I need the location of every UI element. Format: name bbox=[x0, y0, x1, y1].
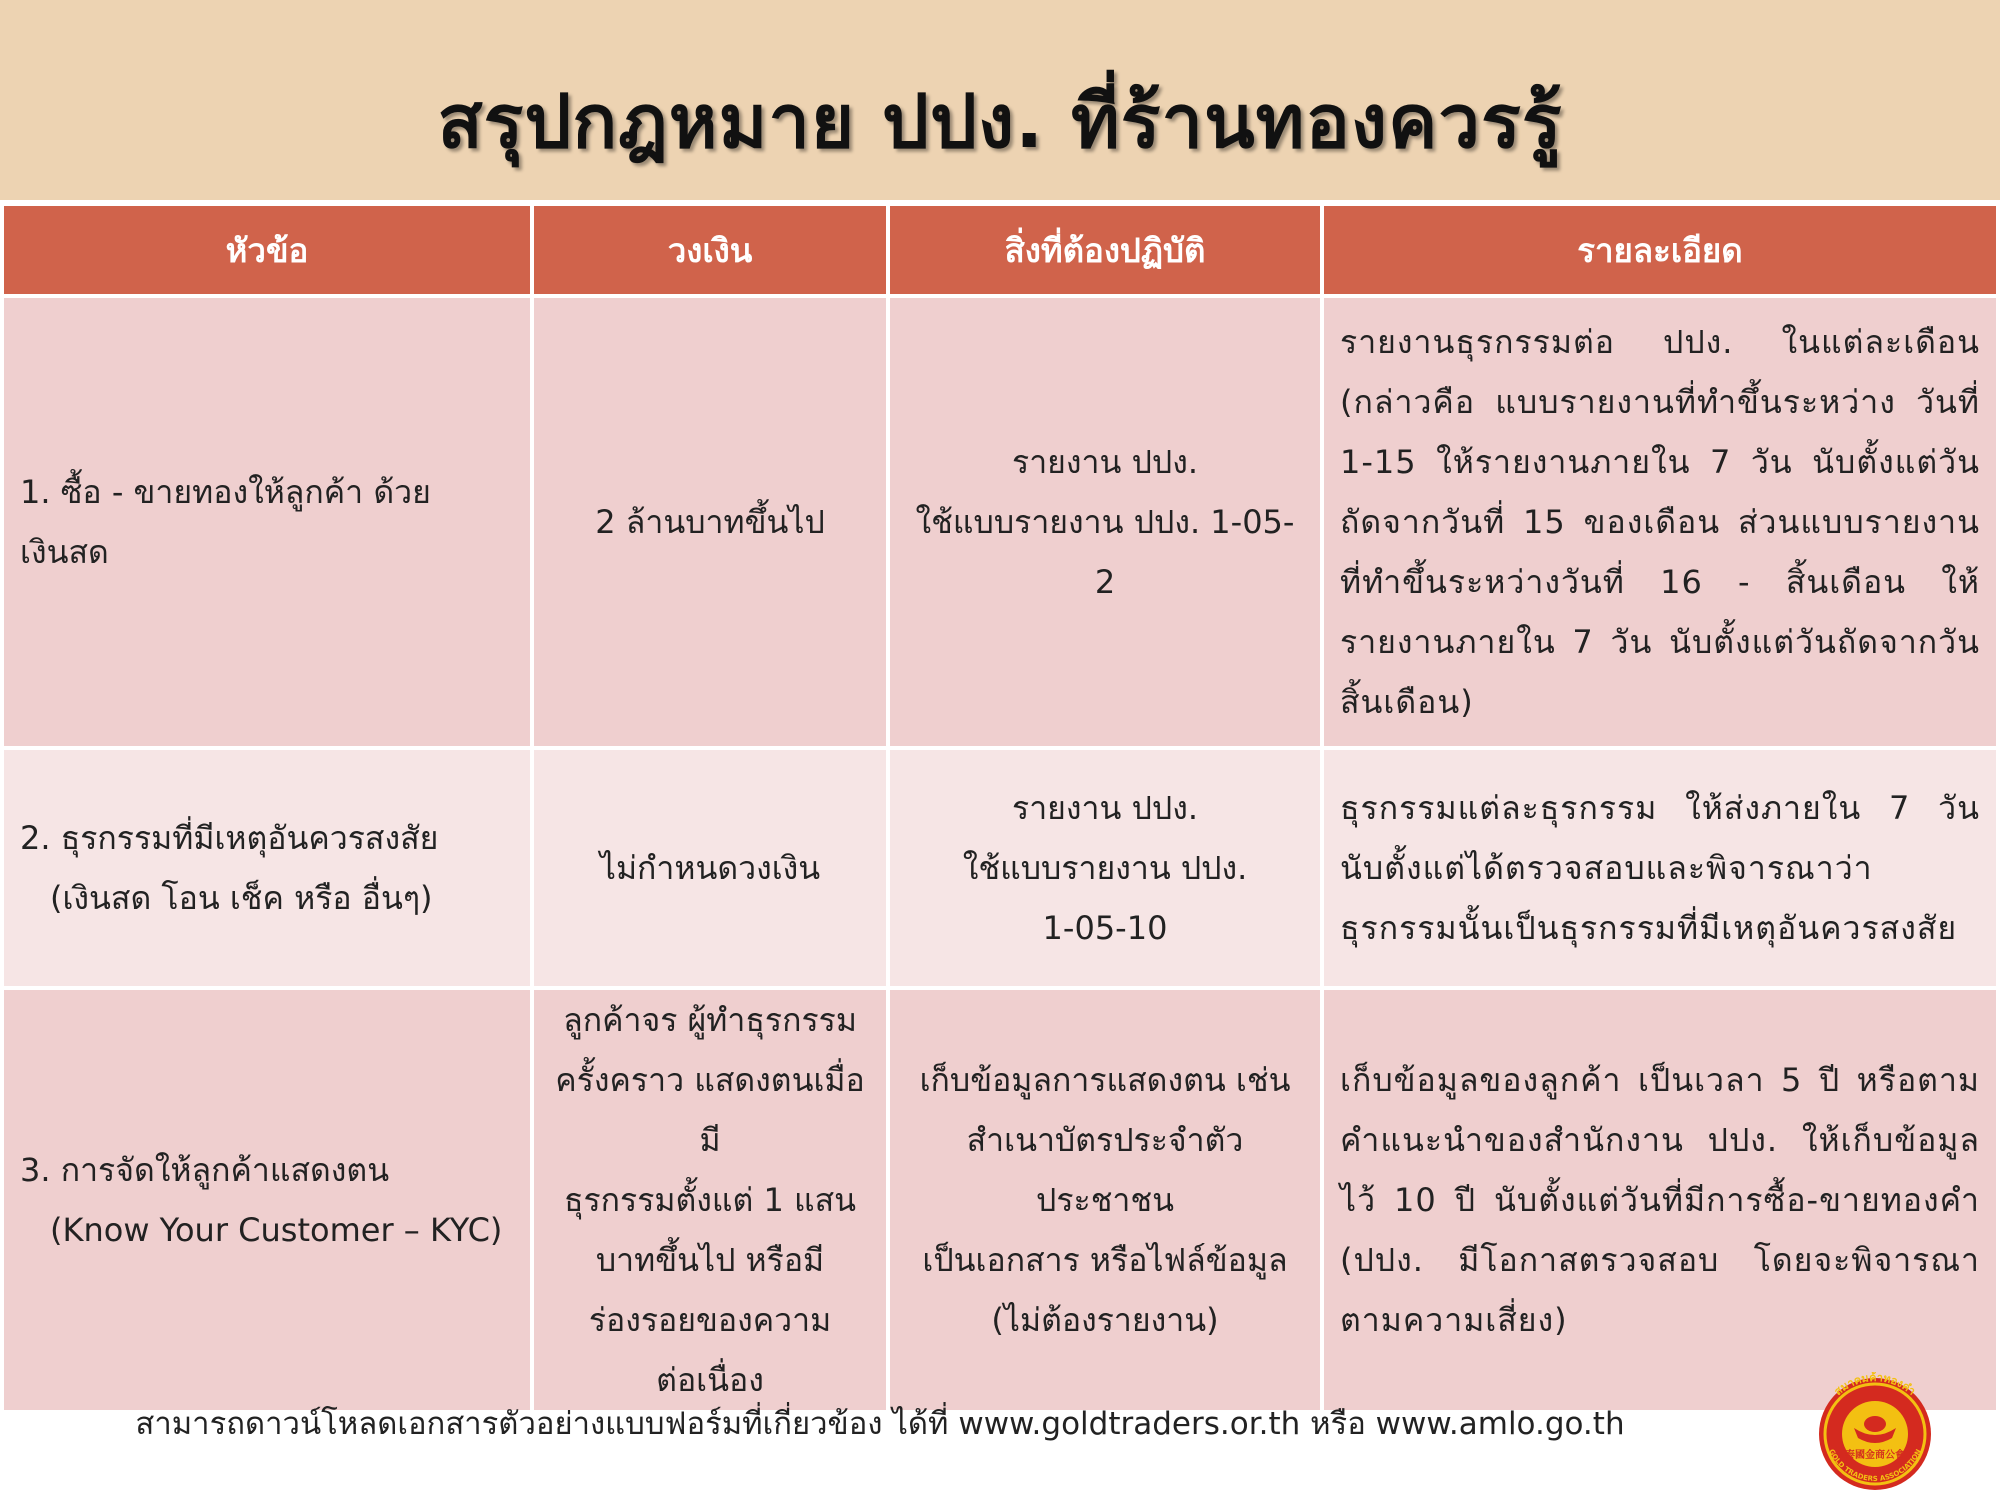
amount-line: บาทขึ้นไป หรือมี bbox=[595, 1241, 825, 1279]
table-row bbox=[4, 750, 1996, 986]
header-amount: วงเงิน bbox=[534, 206, 886, 294]
detail-cell: ธุรกรรมแต่ละธุรกรรม ให้ส่งภายใน 7 วัน นับตั้งแต่ได้ตรวจสอบและพิจารณาว่า ธุรกรรมนั้นเป็นธุรกรรมที่มีเหตุอันควรสงสัย bbox=[1324, 750, 1996, 986]
gold-traders-association-logo bbox=[1800, 1372, 1950, 1490]
amount-line: ธุรกรรมตั้งแต่ 1 แสน bbox=[563, 1181, 857, 1219]
action-line: รายงาน ปปง. bbox=[1012, 789, 1198, 827]
topic-subline: (เงินสด โอน เช็ค หรือ อื่นๆ) bbox=[50, 879, 433, 917]
action-line: เก็บข้อมูลการแสดงตน เช่น bbox=[919, 1061, 1291, 1099]
topic-line: 1. ซื้อ - ขายทองให้ลูกค้า ด้วยเงินสด bbox=[20, 473, 431, 571]
amount-line: ต่อเนื่อง bbox=[656, 1361, 764, 1399]
topic-line: 2. ธุรกรรมที่มีเหตุอันควรสงสัย bbox=[20, 819, 439, 857]
amount-cell bbox=[534, 990, 886, 1410]
action-line: 1-05-10 bbox=[1042, 909, 1168, 947]
detail-cell: รายงานธุรกรรมต่อ ปปง. ในแต่ละเดือน (กล่าวคือ แบบรายงานที่ทำขึ้นระหว่าง วันที่ 1-15 ให้รายงานภายใน 7 วัน นับตั้งแต่วันถัดจากวันที่ 15 ของเดือน ส่วนแบบรายงานที่ทำขึ้นระหว่างวันที่ 16 - สิ้นเดือน ให้รายงานภายใน 7 วัน นับตั้งแต่วันถัดจากวันสิ้นเดือน) bbox=[1324, 298, 1996, 746]
law-summary-table bbox=[0, 202, 2000, 1414]
table-row bbox=[4, 298, 1996, 746]
logo-english-text: GOLD TRADERS ASSOCIATION bbox=[1827, 1447, 1923, 1483]
table-row bbox=[4, 990, 1996, 1410]
amount-line: 2 ล้านบาทขึ้นไป bbox=[595, 503, 825, 541]
action-line: รายงาน ปปง. bbox=[1012, 443, 1198, 481]
amount-line: ลูกค้าจร ผู้ทำธุรกรรม bbox=[563, 1001, 857, 1039]
topic-cell bbox=[4, 298, 530, 746]
logo-seal-icon bbox=[1800, 1372, 1950, 1490]
action-cell bbox=[890, 298, 1320, 746]
action-line: (ไม่ต้องรายงาน) bbox=[991, 1301, 1219, 1339]
table-header-row bbox=[4, 206, 1996, 294]
detail-cell: เก็บข้อมูลของลูกค้า เป็นเวลา 5 ปี หรือตามคำแนะนำของสำนักงาน ปปง. ให้เก็บข้อมูลไว้ 10 ปี นับตั้งแต่วันที่มีการซื้อ-ขายทองคำ (ปปง. มีโอกาสตรวจสอบ โดยจะพิจารณาตามความเสี่ยง) bbox=[1324, 990, 1996, 1410]
action-line: ใช้แบบรายงาน ปปง. bbox=[962, 849, 1248, 887]
action-cell bbox=[890, 750, 1320, 986]
page-title: สรุปกฎหมาย ปปง. ที่ร้านทองควรรู้ bbox=[437, 79, 1563, 165]
header-detail: รายละเอียด bbox=[1324, 206, 1996, 294]
footer-download-note: สามารถดาวน์โหลดเอกสารตัวอย่างแบบฟอร์มที่เกี่ยวข้อง ได้ที่ www.goldtraders.or.th หรือ www.amlo.go.th bbox=[135, 1406, 1625, 1442]
header-topic: หัวข้อ bbox=[4, 206, 530, 294]
topic-cell bbox=[4, 750, 530, 986]
amount-cell bbox=[534, 298, 886, 746]
amount-cell bbox=[534, 750, 886, 986]
logo-chinese-text: 泰國金商公會 bbox=[1845, 1450, 1905, 1461]
action-line: เป็นเอกสาร หรือไฟล์ข้อมูล bbox=[922, 1241, 1288, 1279]
topic-cell bbox=[4, 990, 530, 1410]
topic-subline: (Know Your Customer – KYC) bbox=[50, 1211, 503, 1249]
action-line: ใช้แบบรายงาน ปปง. 1-05-2 bbox=[915, 503, 1295, 601]
action-line: สำเนาบัตรประจำตัวประชาชน bbox=[966, 1121, 1244, 1219]
amount-line: ครั้งคราว แสดงตนเมื่อมี bbox=[555, 1061, 865, 1159]
topic-line: 3. การจัดให้ลูกค้าแสดงตน bbox=[20, 1151, 390, 1189]
amount-line: ไม่กำหนดวงเงิน bbox=[599, 849, 821, 887]
amount-line: ร่องรอยของความ bbox=[588, 1301, 832, 1339]
logo-thai-text: สมาคมค้าทองคำ bbox=[1831, 1372, 1918, 1399]
action-cell bbox=[890, 990, 1320, 1410]
header-action: สิ่งที่ต้องปฏิบัติ bbox=[890, 206, 1320, 294]
